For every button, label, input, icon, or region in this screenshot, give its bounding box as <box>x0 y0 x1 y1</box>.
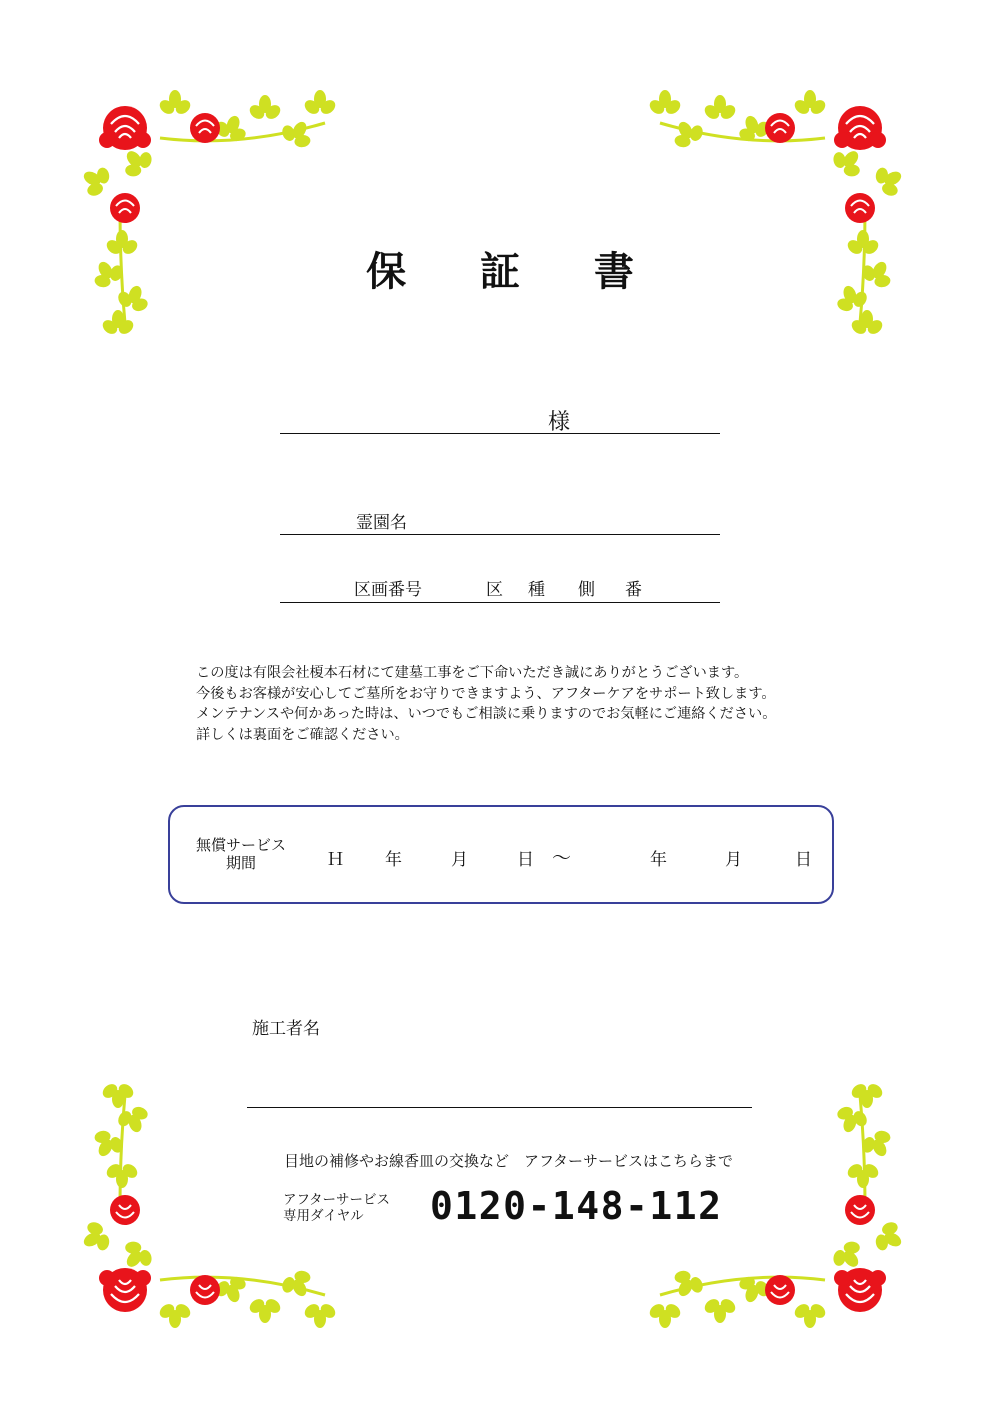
message-paragraph <box>196 663 776 745</box>
cemetery-line <box>280 534 720 535</box>
plot-shu: 種 <box>528 580 545 600</box>
message-line: メンテナンスや何かあった時は、いつでもご相談に乗りますのでお気軽にご連絡ください。 <box>196 706 777 722</box>
phone-number[interactable]: 0120-148-112 <box>430 1184 723 1228</box>
service-end-year: 年 <box>650 850 667 870</box>
message-line: この度は有限会社榎本石材にて建墓工事をご下命いただき誠にありがとうございます。 <box>196 665 749 681</box>
message-line: 今後もお客様が安心してご墓所をお守りできますよう、アフターケアをサポート致します。 <box>196 685 776 702</box>
dial-label <box>283 1192 390 1224</box>
plot-ku: 区 <box>486 580 503 600</box>
document-title: 保 証 書 <box>366 249 664 295</box>
service-period-label-line2: 期間 <box>226 854 257 872</box>
plot-line <box>280 602 720 603</box>
service-end-month: 月 <box>725 850 742 870</box>
recipient-honorific: 様 <box>548 410 571 435</box>
dial-label-line1: アフターサービス <box>283 1192 391 1208</box>
floral-corner-top-right <box>645 88 905 338</box>
service-period-label-line1: 無償サービス <box>196 836 287 854</box>
plot-label: 区画番号 <box>354 580 422 600</box>
service-period-label <box>196 836 286 872</box>
plot-ban: 番 <box>625 580 642 600</box>
service-start-day: 日 <box>517 850 534 870</box>
service-start-year: 年 <box>385 850 402 870</box>
builder-label: 施工者名 <box>252 1019 320 1039</box>
after-service-note: 目地の補修やお線香皿の交換など アフターサービスはこちらまで <box>284 1152 733 1170</box>
plot-gawa: 側 <box>578 580 595 600</box>
dial-label-line2: 専用ダイヤル <box>283 1208 364 1224</box>
cemetery-label: 霊園名 <box>356 513 407 533</box>
floral-corner-top-left <box>80 88 340 338</box>
service-era: Ｈ <box>327 850 344 870</box>
message-line: 詳しくは裏面をご確認ください。 <box>196 726 409 743</box>
recipient-line <box>280 433 720 434</box>
service-end-day: 日 <box>795 850 812 870</box>
builder-line <box>247 1107 752 1108</box>
service-tilde: ～ <box>552 847 572 869</box>
service-start-month: 月 <box>451 850 468 870</box>
